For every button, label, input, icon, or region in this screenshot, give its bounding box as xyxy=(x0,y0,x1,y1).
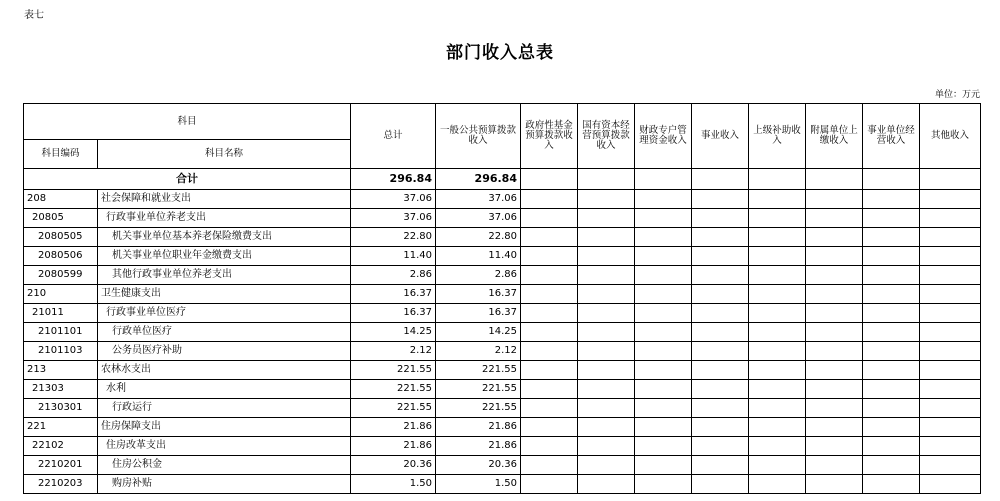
empty-cell xyxy=(749,418,806,437)
table-row xyxy=(24,399,981,418)
header-superior-subsidy: 上级补助收入 xyxy=(749,104,806,169)
empty-cell xyxy=(692,475,749,494)
row-name: 其他行政事业单位养老支出 xyxy=(98,266,351,285)
empty-cell xyxy=(578,342,635,361)
empty-cell xyxy=(521,399,578,418)
row-code: 20805 xyxy=(24,209,98,228)
empty-cell xyxy=(521,380,578,399)
empty-cell xyxy=(635,418,692,437)
row-code: 2080506 xyxy=(24,247,98,266)
row-general-budget: 22.80 xyxy=(436,228,521,247)
empty-cell xyxy=(578,285,635,304)
empty-cell xyxy=(692,266,749,285)
empty-cell xyxy=(920,475,981,494)
empty-cell xyxy=(920,190,981,209)
empty-cell xyxy=(863,266,920,285)
empty-cell xyxy=(578,304,635,323)
empty-cell xyxy=(749,399,806,418)
total-amount: 296.84 xyxy=(351,169,436,190)
empty-cell xyxy=(920,304,981,323)
empty-cell xyxy=(920,456,981,475)
row-total: 37.06 xyxy=(351,209,436,228)
empty-cell xyxy=(920,380,981,399)
empty-cell xyxy=(692,209,749,228)
empty-cell xyxy=(806,247,863,266)
table-row xyxy=(24,209,981,228)
empty-cell xyxy=(578,247,635,266)
row-general-budget: 37.06 xyxy=(436,209,521,228)
empty-cell xyxy=(863,323,920,342)
empty-cell xyxy=(749,266,806,285)
empty-cell xyxy=(749,437,806,456)
empty-cell xyxy=(806,475,863,494)
header-name: 科目名称 xyxy=(98,140,351,169)
row-total: 221.55 xyxy=(351,399,436,418)
empty-cell xyxy=(578,190,635,209)
empty-cell xyxy=(635,342,692,361)
empty-cell xyxy=(749,342,806,361)
empty-cell xyxy=(692,418,749,437)
empty-cell xyxy=(920,418,981,437)
empty-cell xyxy=(521,304,578,323)
header-subject: 科目 xyxy=(24,104,351,140)
empty-cell xyxy=(635,190,692,209)
row-general-budget: 221.55 xyxy=(436,399,521,418)
row-name: 住房改革支出 xyxy=(98,437,351,456)
row-general-budget: 16.37 xyxy=(436,304,521,323)
empty-cell xyxy=(806,266,863,285)
empty-cell xyxy=(692,399,749,418)
empty-cell xyxy=(749,285,806,304)
row-code: 213 xyxy=(24,361,98,380)
row-general-budget: 16.37 xyxy=(436,285,521,304)
total-row xyxy=(24,169,981,190)
empty-cell xyxy=(863,209,920,228)
row-total: 221.55 xyxy=(351,380,436,399)
empty-cell xyxy=(806,342,863,361)
empty-cell xyxy=(578,228,635,247)
empty-cell xyxy=(521,190,578,209)
empty-cell xyxy=(578,266,635,285)
row-code: 2101101 xyxy=(24,323,98,342)
row-general-budget: 21.86 xyxy=(436,437,521,456)
empty-cell xyxy=(863,399,920,418)
empty-cell xyxy=(578,475,635,494)
empty-cell xyxy=(521,209,578,228)
empty-cell xyxy=(635,228,692,247)
empty-cell xyxy=(692,228,749,247)
empty-cell xyxy=(806,399,863,418)
empty-cell xyxy=(692,437,749,456)
table-row xyxy=(24,380,981,399)
row-code: 2210201 xyxy=(24,456,98,475)
row-total: 1.50 xyxy=(351,475,436,494)
table-row xyxy=(24,323,981,342)
income-summary-table xyxy=(23,103,981,494)
empty-cell xyxy=(863,361,920,380)
row-name: 水利 xyxy=(98,380,351,399)
empty-cell xyxy=(749,456,806,475)
empty-cell xyxy=(749,304,806,323)
empty-cell xyxy=(578,456,635,475)
row-code: 21011 xyxy=(24,304,98,323)
empty-cell xyxy=(863,304,920,323)
row-name: 住房公积金 xyxy=(98,456,351,475)
empty-cell xyxy=(920,437,981,456)
empty-cell xyxy=(920,247,981,266)
empty-cell xyxy=(578,323,635,342)
empty-cell xyxy=(920,342,981,361)
row-general-budget: 11.40 xyxy=(436,247,521,266)
table-row xyxy=(24,228,981,247)
empty-cell xyxy=(635,456,692,475)
row-general-budget: 2.12 xyxy=(436,342,521,361)
empty-cell xyxy=(749,475,806,494)
empty-cell xyxy=(578,380,635,399)
header-gov-fund: 政府性基金预算拨款收入 xyxy=(521,104,578,169)
empty-cell xyxy=(521,285,578,304)
header-general-budget: 一般公共预算拨款收入 xyxy=(436,104,521,169)
unit-label: 单位：万元 xyxy=(934,90,980,100)
empty-cell xyxy=(863,342,920,361)
empty-cell xyxy=(749,209,806,228)
empty-cell xyxy=(806,456,863,475)
row-code: 2210203 xyxy=(24,475,98,494)
empty-cell xyxy=(863,456,920,475)
empty-cell xyxy=(806,304,863,323)
empty-cell xyxy=(635,209,692,228)
empty-cell xyxy=(521,475,578,494)
row-general-budget: 14.25 xyxy=(436,323,521,342)
row-code: 2080505 xyxy=(24,228,98,247)
row-total: 16.37 xyxy=(351,285,436,304)
row-code: 208 xyxy=(24,190,98,209)
header-code: 科目编码 xyxy=(24,140,98,169)
header-operating: 事业单位经营收入 xyxy=(863,104,920,169)
row-name: 农林水支出 xyxy=(98,361,351,380)
empty-cell xyxy=(521,361,578,380)
header-fiscal-special: 财政专户管理资金收入 xyxy=(635,104,692,169)
row-total: 16.37 xyxy=(351,304,436,323)
row-total: 14.25 xyxy=(351,323,436,342)
total-label: 合计 xyxy=(24,169,351,190)
row-name: 机关事业单位基本养老保险缴费支出 xyxy=(98,228,351,247)
empty-cell xyxy=(749,380,806,399)
row-total: 37.06 xyxy=(351,190,436,209)
empty-cell xyxy=(920,361,981,380)
row-general-budget: 221.55 xyxy=(436,361,521,380)
empty-cell xyxy=(635,380,692,399)
row-total: 21.86 xyxy=(351,437,436,456)
row-general-budget: 2.86 xyxy=(436,266,521,285)
empty-cell xyxy=(521,266,578,285)
empty-cell xyxy=(521,247,578,266)
empty-cell xyxy=(863,437,920,456)
row-name: 公务员医疗补助 xyxy=(98,342,351,361)
row-total: 22.80 xyxy=(351,228,436,247)
empty-cell xyxy=(692,285,749,304)
empty-cell xyxy=(749,361,806,380)
header-affiliated: 附属单位上缴收入 xyxy=(806,104,863,169)
empty-cell xyxy=(635,266,692,285)
empty-cell xyxy=(863,380,920,399)
empty-cell xyxy=(806,209,863,228)
header-state-capital: 国有资本经营预算拨款收入 xyxy=(578,104,635,169)
page-title: 部门收入总表 xyxy=(446,43,554,63)
row-general-budget: 1.50 xyxy=(436,475,521,494)
empty-cell xyxy=(749,228,806,247)
empty-cell xyxy=(920,228,981,247)
row-code: 221 xyxy=(24,418,98,437)
empty-cell xyxy=(692,247,749,266)
table-row xyxy=(24,418,981,437)
empty-cell xyxy=(863,190,920,209)
row-name: 住房保障支出 xyxy=(98,418,351,437)
empty-cell xyxy=(635,399,692,418)
row-name: 行政事业单位养老支出 xyxy=(98,209,351,228)
empty-cell xyxy=(863,418,920,437)
empty-cell xyxy=(863,247,920,266)
empty-cell xyxy=(863,475,920,494)
row-total: 2.86 xyxy=(351,266,436,285)
row-code: 210 xyxy=(24,285,98,304)
table-row xyxy=(24,247,981,266)
empty-cell xyxy=(692,361,749,380)
empty-cell xyxy=(635,475,692,494)
empty-cell xyxy=(521,342,578,361)
empty-cell xyxy=(806,228,863,247)
empty-cell xyxy=(920,399,981,418)
empty-cell xyxy=(863,228,920,247)
empty-cell xyxy=(692,190,749,209)
empty-cell xyxy=(635,437,692,456)
total-general-budget: 296.84 xyxy=(436,169,521,190)
header-other: 其他收入 xyxy=(920,104,981,169)
row-code: 2130301 xyxy=(24,399,98,418)
table-row xyxy=(24,456,981,475)
empty-cell xyxy=(806,437,863,456)
empty-cell xyxy=(521,418,578,437)
empty-cell xyxy=(521,456,578,475)
empty-cell xyxy=(749,190,806,209)
empty-cell xyxy=(578,361,635,380)
table-row xyxy=(24,437,981,456)
empty-cell xyxy=(635,323,692,342)
row-general-budget: 21.86 xyxy=(436,418,521,437)
empty-cell xyxy=(806,361,863,380)
empty-cell xyxy=(578,399,635,418)
table-row xyxy=(24,304,981,323)
empty-cell xyxy=(635,304,692,323)
empty-cell xyxy=(578,418,635,437)
row-total: 21.86 xyxy=(351,418,436,437)
row-code: 21303 xyxy=(24,380,98,399)
empty-cell xyxy=(920,323,981,342)
row-name: 行政单位医疗 xyxy=(98,323,351,342)
empty-cell xyxy=(692,380,749,399)
row-name: 机关事业单位职业年金缴费支出 xyxy=(98,247,351,266)
empty-cell xyxy=(692,304,749,323)
empty-cell xyxy=(578,209,635,228)
row-total: 11.40 xyxy=(351,247,436,266)
empty-cell xyxy=(806,190,863,209)
empty-cell xyxy=(521,437,578,456)
table-row xyxy=(24,342,981,361)
empty-cell xyxy=(749,247,806,266)
empty-cell xyxy=(806,323,863,342)
row-general-budget: 37.06 xyxy=(436,190,521,209)
row-name: 行政运行 xyxy=(98,399,351,418)
empty-cell xyxy=(806,285,863,304)
row-code: 2080599 xyxy=(24,266,98,285)
row-name: 行政事业单位医疗 xyxy=(98,304,351,323)
table-row xyxy=(24,361,981,380)
empty-cell xyxy=(863,285,920,304)
empty-cell xyxy=(920,266,981,285)
row-general-budget: 20.36 xyxy=(436,456,521,475)
page-label: 表七 xyxy=(24,10,44,21)
empty-cell xyxy=(635,247,692,266)
header-business: 事业收入 xyxy=(692,104,749,169)
empty-cell xyxy=(806,418,863,437)
table-row xyxy=(24,475,981,494)
empty-cell xyxy=(806,380,863,399)
row-name: 卫生健康支出 xyxy=(98,285,351,304)
table-row xyxy=(24,285,981,304)
table-row xyxy=(24,266,981,285)
row-code: 2101103 xyxy=(24,342,98,361)
row-name: 购房补贴 xyxy=(98,475,351,494)
empty-cell xyxy=(749,323,806,342)
row-code: 22102 xyxy=(24,437,98,456)
empty-cell xyxy=(635,361,692,380)
empty-cell xyxy=(578,437,635,456)
row-total: 20.36 xyxy=(351,456,436,475)
row-name: 社会保障和就业支出 xyxy=(98,190,351,209)
table-row xyxy=(24,190,981,209)
row-total: 2.12 xyxy=(351,342,436,361)
empty-cell xyxy=(692,342,749,361)
empty-cell xyxy=(521,228,578,247)
empty-cell xyxy=(692,456,749,475)
empty-cell xyxy=(692,323,749,342)
empty-cell xyxy=(920,209,981,228)
row-total: 221.55 xyxy=(351,361,436,380)
header-total: 总计 xyxy=(351,104,436,169)
empty-cell xyxy=(635,285,692,304)
empty-cell xyxy=(521,323,578,342)
row-general-budget: 221.55 xyxy=(436,380,521,399)
empty-cell xyxy=(920,285,981,304)
